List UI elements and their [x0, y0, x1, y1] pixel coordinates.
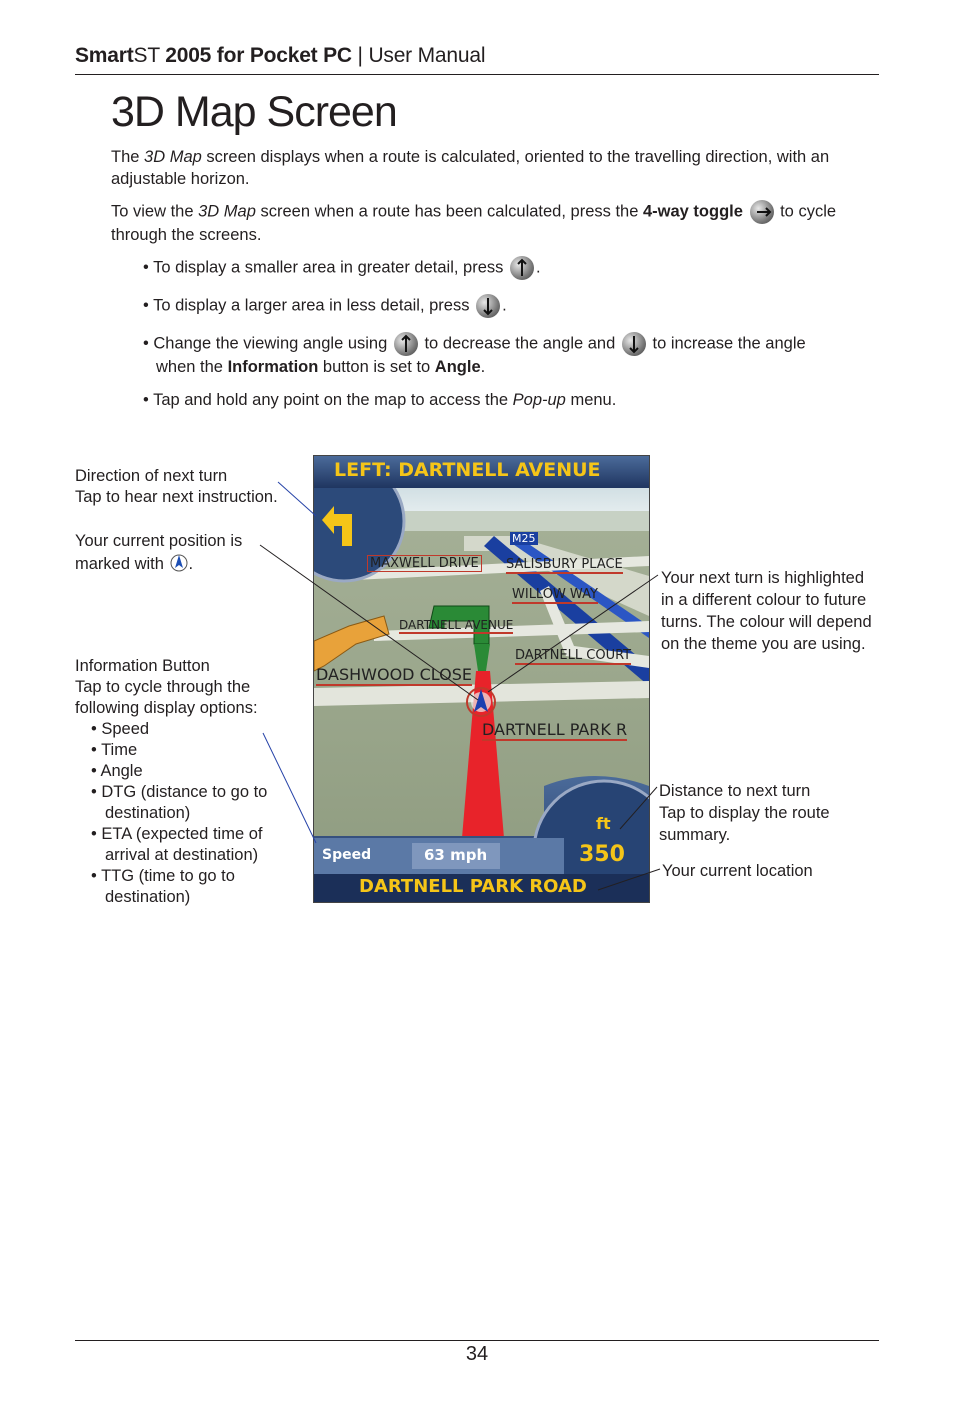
text-run: To view the — [111, 202, 199, 221]
list-item: • Speed — [91, 720, 150, 738]
list-item: • Time — [91, 741, 138, 759]
callout-line: Direction of next turn — [75, 467, 228, 485]
distance-unit: ft — [596, 814, 611, 833]
text-run: screen displays when a route is calculated, oriented to the travelling direction, with an adjustable horizon. — [111, 148, 830, 188]
text-run: button is set to — [318, 358, 435, 376]
callout-line: Your current position is — [75, 532, 243, 550]
list-item: • ETA (expected time of arrival at destination) — [91, 825, 263, 864]
text-run: menu. — [565, 391, 617, 409]
text-run: • To display a larger area in less detail, press — [143, 296, 470, 315]
callout-line: Tap to hear next instruction. — [75, 488, 278, 506]
list-item: • DTG (distance to go to destination) — [91, 783, 268, 822]
text-run: screen when a route has been calculated, press the — [255, 202, 643, 221]
strong-information: Information — [227, 358, 319, 376]
callout-line: Tap to display the route summary. — [659, 804, 830, 844]
emphasis: 3D Map — [198, 202, 256, 221]
distance-to-turn[interactable]: 350 — [579, 842, 625, 867]
strong-angle: Angle — [434, 358, 481, 376]
motorway-label: M25 — [512, 532, 536, 545]
text-run: The — [111, 148, 145, 166]
callout-line: Information Button — [75, 657, 210, 675]
callout-next-turn-highlight: Your next turn is highlighted in a different colour to future turns. The colour will depend on the theme you are using. — [661, 569, 872, 653]
callout-line: . — [188, 555, 194, 573]
footer-rule — [75, 1340, 879, 1341]
street-label-willow: WILLOW WAY — [512, 587, 598, 602]
text-run: • Change the viewing angle using — [143, 334, 388, 353]
text-run: . — [502, 296, 507, 315]
list-item: • TTG (time to go to destination) — [91, 867, 235, 906]
current-road-label: DARTNELL PARK ROAD — [359, 876, 587, 897]
text-run: • To display a smaller area in greater detail, press — [143, 258, 504, 277]
emphasis: 3D Map — [144, 148, 202, 166]
text-run: to cycle through the screens. — [111, 202, 837, 244]
callout-current-location: Your current location — [662, 862, 813, 880]
doc-type: User Manual — [368, 44, 486, 67]
product-name: 2005 for Pocket PC — [165, 44, 352, 67]
street-label-maxwell: MAXWELL DRIVE — [367, 555, 482, 572]
callout-line: following display options: — [75, 699, 258, 717]
street-label-dartnell-court: DARTNELL COURT — [515, 648, 632, 663]
street-label-dashwood: DASHWOOD CLOSE — [316, 665, 472, 684]
list-item: • Angle — [91, 762, 143, 780]
street-label-dartnell-park: DARTNELL PARK R — [482, 720, 628, 739]
callout-line: Tap to cycle through the — [75, 678, 251, 696]
text-run: • Tap and hold any point on the map to access the — [143, 391, 513, 409]
header-separator: | — [357, 44, 363, 67]
page-number: 34 — [465, 1343, 489, 1365]
text-run: when the — [156, 358, 228, 376]
street-label-dartnell-avenue: DARTNELL AVENUE — [399, 618, 514, 632]
info-value: 63 mph — [424, 846, 488, 864]
emphasis: Pop-up — [512, 391, 566, 409]
strong-4way-toggle: 4-way toggle — [642, 202, 743, 221]
text-run: . — [480, 358, 486, 376]
text-run: to increase the angle — [652, 334, 806, 353]
page-title: 3D Map Screen — [111, 88, 397, 136]
brand-smart: Smart — [75, 44, 134, 67]
callout-line: Distance to next turn — [659, 782, 811, 800]
callout-line: marked with — [75, 555, 164, 573]
text-run: to decrease the angle and — [424, 334, 616, 353]
street-label-salisbury: SALISBURY PLACE — [506, 557, 623, 572]
brand-st: ST — [133, 44, 160, 67]
information-button[interactable]: Speed — [322, 847, 372, 863]
text-run: . — [536, 258, 541, 277]
turn-instruction-banner[interactable]: LEFT: DARTNELL AVENUE — [334, 459, 601, 481]
